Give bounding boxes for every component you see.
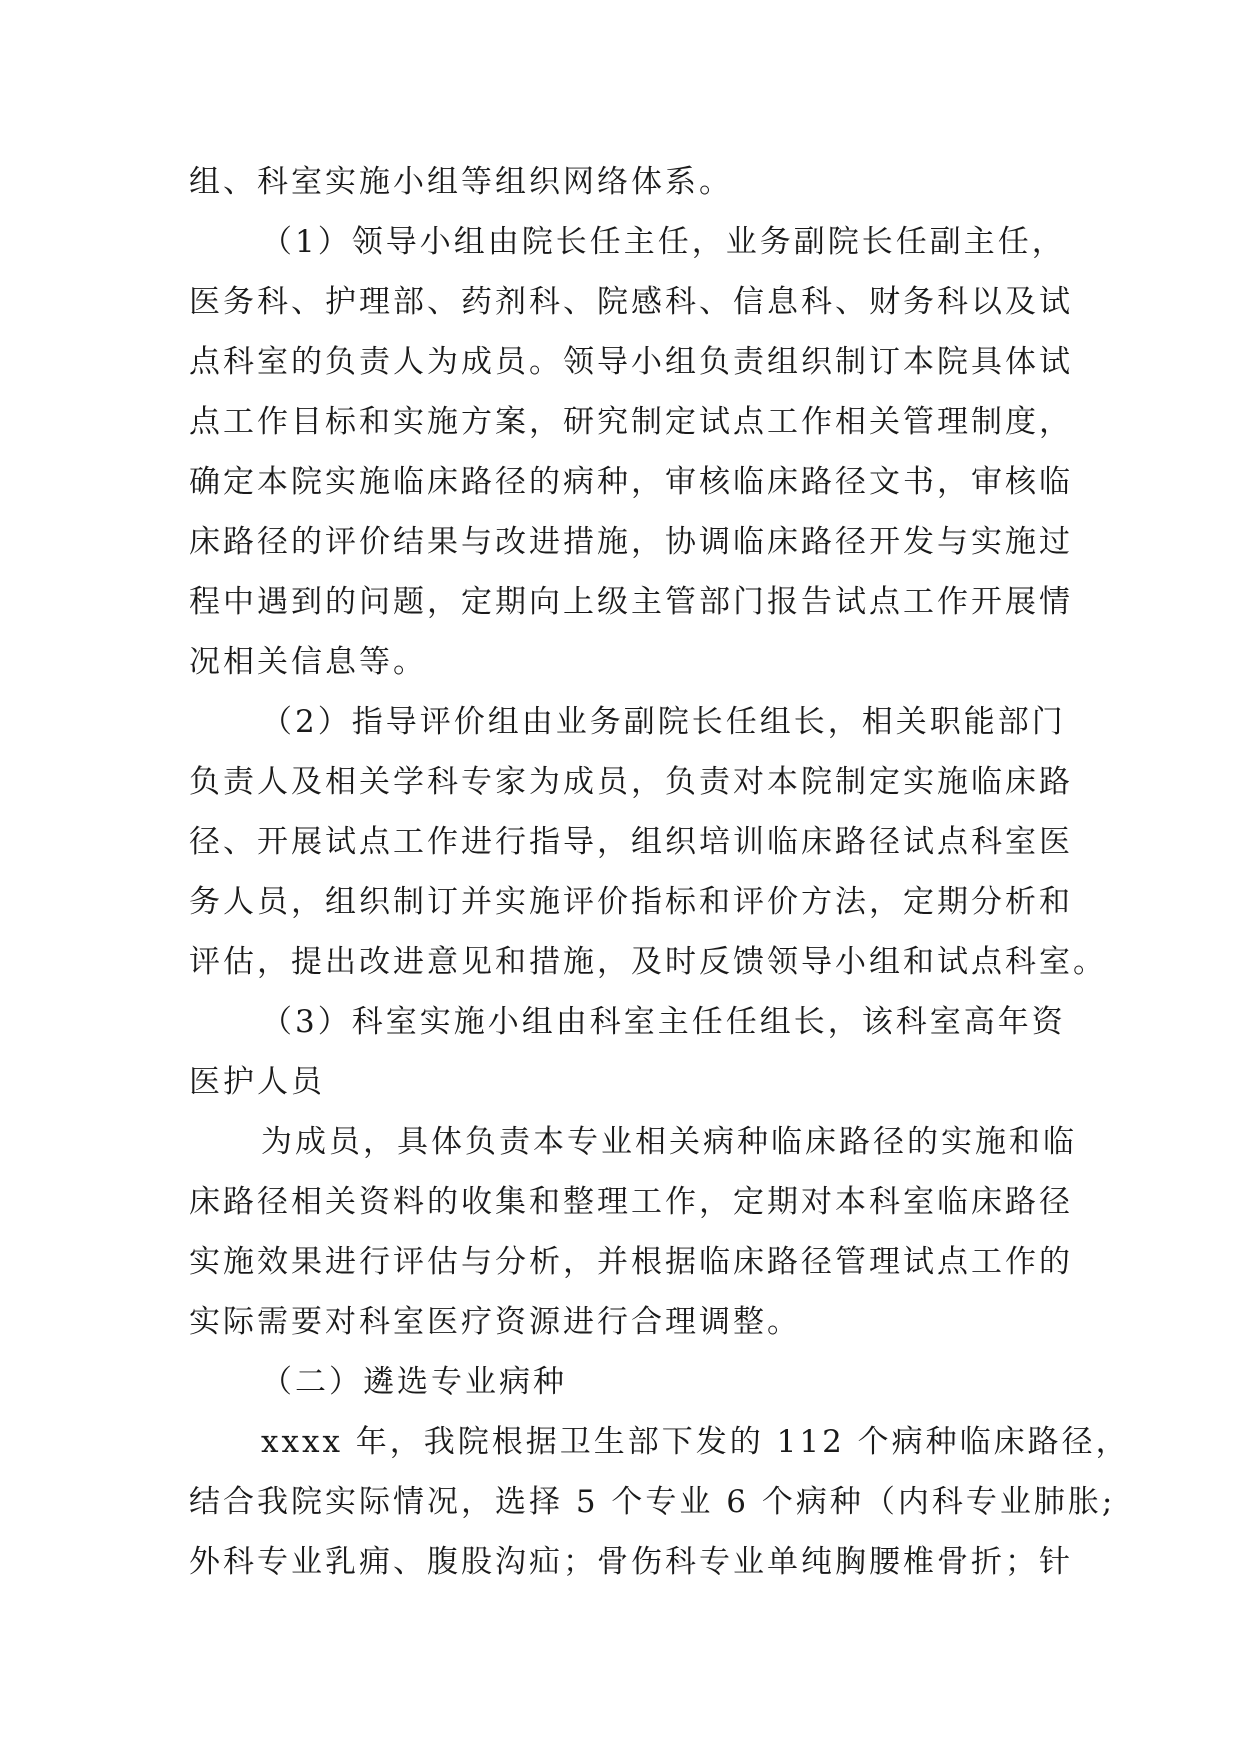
text-line: 实际需要对科室医疗资源进行合理调整。 <box>189 1304 801 1340</box>
text-line: 评估，提出改进意见和措施，及时反馈领导小组和试点科室。 <box>189 944 1107 980</box>
text-line: 医务科、护理部、药剂科、院感科、信息科、财务科以及试 <box>189 284 1073 320</box>
text-line: 医护人员 <box>189 1064 325 1100</box>
text-line: 床路径相关资料的收集和整理工作，定期对本科室临床路径 <box>189 1184 1073 1220</box>
text-line: 点科室的负责人为成员。领导小组负责组织制订本院具体试 <box>189 344 1073 380</box>
text-line: （2）指导评价组由业务副院长任组长，相关职能部门 <box>261 704 1066 740</box>
text-line: 实施效果进行评估与分析，并根据临床路径管理试点工作的 <box>189 1244 1073 1280</box>
text-line: （3）科室实施小组由科室主任任组长，该科室高年资 <box>261 1004 1066 1040</box>
text-line: 点工作目标和实施方案，研究制定试点工作相关管理制度， <box>189 404 1073 440</box>
document-body <box>189 152 1130 1592</box>
text-line: 负责人及相关学科专家为成员，负责对本院制定实施临床路 <box>189 764 1073 800</box>
text-line: 程中遇到的问题，定期向上级主管部门报告试点工作开展情 <box>189 584 1073 620</box>
text-line: 务人员，组织制订并实施评价指标和评价方法，定期分析和 <box>189 884 1073 920</box>
text-line: 外科专业乳痈、腹股沟疝；骨伤科专业单纯胸腰椎骨折；针 <box>189 1544 1073 1580</box>
text-line: 组、科室实施小组等组织网络体系。 <box>189 164 733 200</box>
text-line: 确定本院实施临床路径的病种，审核临床路径文书，审核临 <box>189 464 1073 500</box>
text-line: 径、开展试点工作进行指导，组织培训临床路径试点科室医 <box>189 824 1073 860</box>
text-line: （1）领导小组由院长任主任，业务副院长任副主任， <box>261 224 1066 260</box>
text-line: 结合我院实际情况，选择 5 个专业 6 个病种（内科专业肺胀; <box>189 1484 1116 1520</box>
text-line: 为成员，具体负责本专业相关病种临床路径的实施和临 <box>261 1124 1077 1160</box>
text-line: xxxx 年，我院根据卫生部下发的 112 个病种临床路径， <box>261 1424 1130 1460</box>
section-heading: （二）遴选专业病种 <box>261 1364 567 1400</box>
text-line: 床路径的评价结果与改进措施，协调临床路径开发与实施过 <box>189 524 1073 560</box>
text-line: 况相关信息等。 <box>189 644 427 680</box>
